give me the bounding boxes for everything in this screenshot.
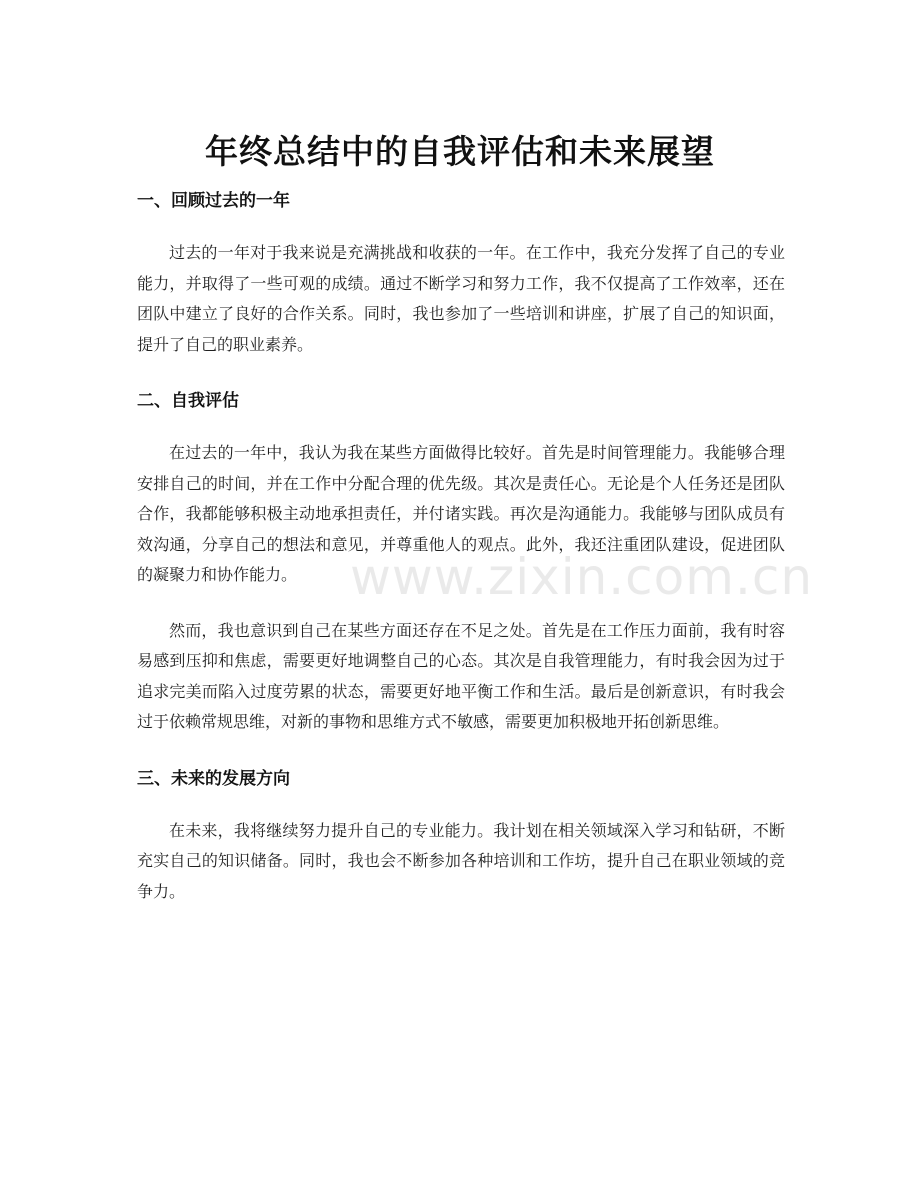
section-paragraph: 然而，我也意识到自己在某些方面还存在不足之处。首先是在工作压力面前，我有时容易感到压抑和焦虑，需要更好地调整自己的心态。其次是自我管理能力，有时我会因为过于追求完美而陷入过度劳累的状态，需要更好地平衡工作和生活。最后是创新意识，有时我会过于依赖常规思维，对新的事物和思维方式不敏感，需要更加积极地开拓创新思维。: [137, 620, 785, 731]
section-paragraph: 在过去的一年中，我认为我在某些方面做得比较好。首先是时间管理能力。我能够合理安排自己的时间，并在工作中分配合理的优先级。其次是责任心。无论是个人任务还是团队合作，我都能够积极主动地承担责任，并付诸实践。再次是沟通能力。我能够与团队成员有效沟通，分享自己的想法和意见，并尊重他人的观点。此外，我还注重团队建设，促进团队的凝聚力和协作能力。: [137, 443, 785, 584]
watermark: www.zixin.com.cn: [350, 548, 814, 606]
section-heading-future-direction: 三、未来的发展方向: [137, 768, 290, 789]
section-paragraph: 过去的一年对于我来说是充满挑战和收获的一年。在工作中，我充分发挥了自己的专业能力，并取得了一些可观的成绩。通过不断学习和努力工作，我不仅提高了工作效率，还在团队中建立了良好的合作关系。同时，我也参加了一些培训和讲座，扩展了自己的知识面，提升了自己的职业素养。: [137, 243, 785, 354]
section-heading-review: 一、回顾过去的一年: [137, 191, 290, 211]
section-heading-self-assessment: 二、自我评估: [137, 391, 239, 411]
section-paragraph: 在未来，我将继续努力提升自己的专业能力。我计划在相关领域深入学习和钻研，不断充实自己的知识储备。同时，我也会不断参加各种培训和工作坊，提升自己在职业领域的竞争力。: [137, 820, 785, 901]
document-body: [137, 186, 785, 907]
page-title: 年终总结中的自我评估和未来展望: [205, 132, 715, 172]
